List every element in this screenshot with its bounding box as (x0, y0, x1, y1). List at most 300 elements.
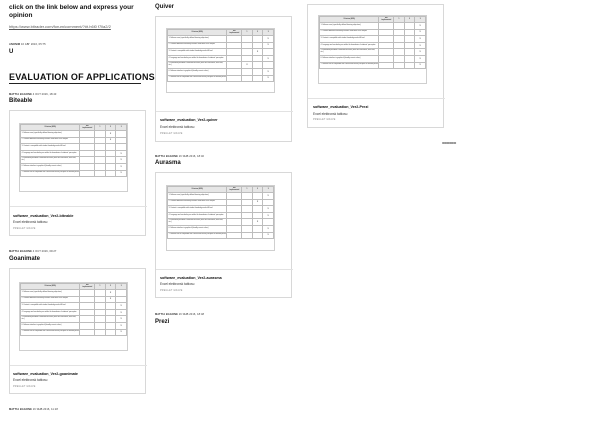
attachment-card-biteable[interactable] (9, 110, 146, 236)
mark-cell (105, 322, 116, 329)
evaluation-table (167, 29, 274, 82)
table-row (21, 163, 127, 170)
mark-cell (80, 170, 95, 177)
criterion-cell: 3. Content is compatible with student knowledge and skill level (21, 303, 80, 310)
mark-cell: x (116, 163, 127, 170)
mark-cell (379, 29, 394, 36)
mark-cell (263, 49, 274, 56)
table-row (168, 212, 274, 219)
table-row (168, 193, 274, 200)
mark-cell (95, 309, 106, 316)
table-header-cell: 1 (394, 17, 405, 23)
table-header-cell: 2 (252, 30, 263, 36)
mark-cell (379, 49, 394, 56)
card-separator (308, 98, 445, 99)
table-row (21, 329, 127, 336)
table-header-cell: 1 (242, 30, 253, 36)
mark-cell: x (242, 62, 253, 69)
table-header-cell: Criterion (40%) (168, 30, 227, 36)
mark-cell (227, 42, 242, 49)
mark-cell (404, 23, 415, 30)
stray-mark: ====== (442, 141, 456, 146)
mark-cell: x (263, 36, 274, 43)
mark-cell (252, 212, 263, 219)
criterion-cell: 5. Information provided is valid and accurate (there are references, links files, etc.) (320, 49, 379, 56)
criterion-cell: 2. Content addresses effectively learners' difficulties in the subject (21, 137, 80, 144)
mark-cell (404, 62, 415, 69)
mark-cell (95, 316, 106, 323)
post-title-prezi: Prezi (155, 319, 170, 325)
criterion-cell: 2. Content addresses effectively learners' difficulties in the subject (320, 29, 379, 36)
mark-cell (404, 55, 415, 62)
table-header-cell: Criterion (40%) (320, 17, 379, 23)
mark-cell (80, 163, 95, 170)
reply-date: 16 АВГ 2016, 05:75 (20, 43, 46, 46)
table-row (168, 206, 274, 213)
post-title-quiver: Quiver (155, 4, 175, 10)
criterion-cell: 2. Content addresses effectively learners' difficulties in the subject (168, 42, 227, 49)
mark-cell (116, 290, 127, 297)
criterion-cell: 7. Software title is compatible with culture and ethical principles of national prison (320, 62, 379, 69)
post-date: 16 ЯНВ 2016, 18:40 (178, 155, 205, 158)
evaluation-table (20, 124, 127, 177)
mark-cell: x (263, 232, 274, 239)
intro-heading (9, 4, 134, 20)
mark-cell (80, 150, 95, 157)
table-header-cell: Not implemented (227, 187, 242, 193)
mark-cell (394, 49, 405, 56)
mark-cell (116, 137, 127, 144)
post-author: MATTIA BAGONE (9, 250, 32, 253)
mark-cell (379, 42, 394, 49)
mark-cell (394, 42, 405, 49)
file-type: Excel elektronsk tablosu (160, 125, 195, 129)
table-row (21, 290, 127, 297)
table-row (21, 131, 127, 138)
file-type: Excel elektronsk tablosu (160, 282, 195, 286)
spreadsheet-preview (318, 15, 427, 84)
file-preview-link[interactable]: PREGLET GRAVE (13, 227, 36, 230)
mark-cell (80, 303, 95, 310)
criterion-cell: 4. Language and vocabulary are within the boundaries of students' perception (168, 55, 227, 62)
file-type: Excel elektronsk tablosu (13, 378, 48, 382)
mark-cell (80, 144, 95, 151)
table-row (320, 42, 426, 49)
file-name[interactable]: software_evaluation_Ver2-goanimate (13, 372, 78, 376)
post-author: MATTIA BAGONE (155, 313, 178, 316)
mark-cell (242, 42, 253, 49)
table-row (320, 36, 426, 43)
mark-cell (252, 225, 263, 232)
criterion-cell: 6. Software interface is graphical (friendly correct colors) (21, 163, 80, 170)
last-post-meta (9, 408, 58, 411)
table-row (21, 322, 127, 329)
card-separator (156, 111, 293, 112)
mark-cell (95, 322, 106, 329)
mark-cell (252, 62, 263, 69)
card-separator (10, 206, 147, 207)
mark-cell: x (263, 42, 274, 49)
post-meta-goanimate (9, 250, 56, 253)
spreadsheet-preview (19, 123, 128, 192)
table-row (320, 62, 426, 69)
table-row (21, 309, 127, 316)
reply-author: ANONIM (9, 43, 21, 46)
mark-cell: x (116, 157, 127, 164)
table-header-cell: 1 (95, 125, 106, 131)
mark-cell (227, 55, 242, 62)
mark-cell (80, 309, 95, 316)
table-header-cell: 3 (263, 187, 274, 193)
spreadsheet-preview (19, 282, 128, 351)
mark-cell (95, 290, 106, 297)
file-name[interactable]: software_evaluation_Ver2-aurasma (160, 276, 222, 280)
mark-cell (80, 137, 95, 144)
table-row (168, 199, 274, 206)
table-header-cell: Not implemented (80, 284, 95, 290)
mark-cell: x (105, 131, 116, 138)
section-divider (9, 83, 141, 84)
post-author: MATTIA BAGONE (155, 155, 178, 158)
mark-cell (394, 23, 405, 30)
table-header-cell: 1 (242, 187, 253, 193)
file-preview-link[interactable]: PREGLET GRAVE (313, 118, 336, 121)
table-header-cell: Not implemented (227, 30, 242, 36)
mark-cell (252, 36, 263, 43)
mark-cell (227, 225, 242, 232)
mark-cell (227, 206, 242, 213)
table-row (168, 49, 274, 56)
file-type: Excel elektronsk tablosu (13, 220, 48, 224)
reply-meta (9, 43, 46, 46)
mark-cell (227, 62, 242, 69)
attachment-card-goanimate[interactable] (9, 268, 146, 394)
mark-cell (227, 199, 242, 206)
mark-cell (263, 62, 274, 69)
table-header-cell: Criterion (40%) (21, 284, 80, 290)
file-name[interactable]: software_evaluation_Ver2-quiver (160, 118, 218, 122)
mark-cell (252, 42, 263, 49)
file-type: Excel elektronsk tablosu (313, 112, 348, 116)
mark-cell: x (116, 150, 127, 157)
file-preview-link[interactable]: PREGLET GRAVE (160, 289, 183, 292)
table-header-cell: 2 (105, 125, 116, 131)
mark-cell (242, 212, 253, 219)
mark-cell: x (116, 329, 127, 336)
opinion-link[interactable]: https://www.bitrader.com/forum/comment/?#t.h6l0 f7lla2/2 (9, 24, 111, 29)
mark-cell (252, 75, 263, 82)
file-name[interactable]: software_evaluation_Ver2-Prezi (313, 105, 369, 109)
table-row (168, 55, 274, 62)
table-row (21, 316, 127, 323)
mark-cell (404, 42, 415, 49)
mark-cell (105, 303, 116, 310)
criterion-cell: 7. Software title is compatible with culture and ethical principles of national prison (21, 329, 80, 336)
intro-heading-line1: click on the link below and express your (9, 4, 134, 11)
table-header-cell: 2 (404, 17, 415, 23)
mark-cell (227, 212, 242, 219)
mark-cell: x (415, 49, 426, 56)
mark-cell (242, 199, 253, 206)
table-header-cell: Criterion (40%) (21, 125, 80, 131)
mark-cell (227, 36, 242, 43)
mark-cell (105, 163, 116, 170)
criterion-cell: 6. Software interface is graphical (friendly correct colors) (21, 322, 80, 329)
mark-cell (105, 150, 116, 157)
table-row (320, 55, 426, 62)
mark-cell (105, 144, 116, 151)
mark-cell (80, 157, 95, 164)
mark-cell: x (263, 212, 274, 219)
card-separator (156, 269, 293, 270)
criterion-cell: 3. Content is compatible with student knowledge and skill level (168, 206, 227, 213)
mark-cell (404, 49, 415, 56)
spreadsheet-preview (166, 28, 275, 93)
mark-cell (242, 55, 253, 62)
post-title-aurasma: Aurasma (155, 160, 181, 166)
post-author: MATTIA BAGONE (9, 408, 32, 411)
mark-cell: x (116, 322, 127, 329)
table-row (21, 157, 127, 164)
mark-cell (404, 29, 415, 36)
mark-cell (252, 232, 263, 239)
mark-cell (80, 329, 95, 336)
mark-cell (394, 55, 405, 62)
criterion-cell: 7. Software title is compatible with culture and ethical principles of national prison (168, 75, 227, 82)
mark-cell (95, 329, 106, 336)
criterion-cell: 1. Software runs (specifically defined learning objectives) (21, 290, 80, 297)
table-row (168, 225, 274, 232)
mark-cell (95, 144, 106, 151)
table-row (21, 150, 127, 157)
mark-cell: x (116, 316, 127, 323)
mark-cell (95, 150, 106, 157)
table-row (168, 36, 274, 43)
table-row (21, 170, 127, 177)
mark-cell: x (252, 199, 263, 206)
table-row (168, 62, 274, 69)
mark-cell (242, 225, 253, 232)
criterion-cell: 3. Content is compatible with student knowledge and skill level (21, 144, 80, 151)
mark-cell: x (116, 170, 127, 177)
criterion-cell: 4. Language and vocabulary are within the boundaries of students' perception (21, 309, 80, 316)
section-title: EVALUATION OF APPLICATIONS (9, 72, 155, 82)
mark-cell (379, 55, 394, 62)
mark-cell (242, 75, 253, 82)
criterion-cell: 1. Software runs (specifically defined learning objectives) (21, 131, 80, 138)
table-header-cell: 2 (105, 284, 116, 290)
mark-cell (227, 219, 242, 226)
mark-cell: x (263, 193, 274, 200)
mark-cell (95, 163, 106, 170)
table-row (320, 49, 426, 56)
post-title-goanimate: Goanimate (9, 256, 41, 262)
criterion-cell: 4. Language and vocabulary are within the boundaries of students' perception (320, 42, 379, 49)
table-row (21, 296, 127, 303)
mark-cell (404, 36, 415, 43)
mark-cell (95, 137, 106, 144)
mark-cell: x (415, 29, 426, 36)
mark-cell (80, 296, 95, 303)
reply-text: U (9, 49, 14, 55)
mark-cell: x (415, 55, 426, 62)
mark-cell (242, 219, 253, 226)
post-author: MATTIA BAGONE (9, 93, 32, 96)
mark-cell (95, 303, 106, 310)
mark-cell: x (415, 36, 426, 43)
criterion-cell: 6. Software interface is graphical (friendly correct colors) (168, 68, 227, 75)
table-header-cell: 3 (116, 125, 127, 131)
mark-cell (242, 49, 253, 56)
mark-cell (379, 36, 394, 43)
mark-cell (95, 170, 106, 177)
mark-cell (394, 29, 405, 36)
table-header-cell: Not implemented (80, 125, 95, 131)
criterion-cell: 1. Software runs (specifically defined learning objectives) (168, 36, 227, 43)
post-date: 4 OCT 2016, 18:43 (32, 93, 57, 96)
criterion-cell: 5. Information provided is valid and accurate (there are references, links files, etc.) (21, 316, 80, 323)
mark-cell (227, 68, 242, 75)
mark-cell: x (116, 309, 127, 316)
evaluation-table (20, 283, 127, 336)
file-name[interactable]: software_evaluation_Ver2-biteable (13, 214, 74, 218)
attachment-card-quiver[interactable] (155, 16, 292, 142)
mark-cell: x (263, 206, 274, 213)
criterion-cell: 4. Language and vocabulary are within the boundaries of students' perception (168, 212, 227, 219)
mark-cell (116, 131, 127, 138)
mark-cell (105, 316, 116, 323)
criterion-cell: 6. Software interface is graphical (friendly correct colors) (168, 225, 227, 232)
mark-cell (95, 296, 106, 303)
table-row (21, 303, 127, 310)
mark-cell (227, 75, 242, 82)
table-header-cell: 2 (252, 187, 263, 193)
criterion-cell: 3. Content is compatible with student knowledge and skill level (320, 36, 379, 43)
mark-cell: x (415, 62, 426, 69)
mark-cell (105, 170, 116, 177)
post-meta-biteable (9, 93, 56, 96)
post-title-biteable: Biteable (9, 98, 33, 104)
criterion-cell: 1. Software runs (specifically defined learning objectives) (168, 193, 227, 200)
mark-cell (80, 322, 95, 329)
mark-cell (80, 290, 95, 297)
mark-cell (263, 219, 274, 226)
criterion-cell: 7. Software title is compatible with culture and ethical principles of national prison (21, 170, 80, 177)
criterion-cell: 4. Language and vocabulary are within the boundaries of students' perception (21, 150, 80, 157)
mark-cell (105, 157, 116, 164)
mark-cell: x (252, 219, 263, 226)
mark-cell: x (263, 68, 274, 75)
mark-cell (105, 329, 116, 336)
mark-cell (252, 68, 263, 75)
post-date: 4 OCT 2016, 09:27 (32, 250, 57, 253)
mark-cell (116, 144, 127, 151)
mark-cell (252, 206, 263, 213)
table-header-cell: 3 (415, 17, 426, 23)
mark-cell (394, 36, 405, 43)
attachment-card-aurasma[interactable] (155, 172, 292, 298)
criterion-cell: 2. Content addresses effectively learners' difficulties in the subject (21, 296, 80, 303)
mark-cell: x (263, 55, 274, 62)
post-meta-aurasma (155, 155, 204, 158)
mark-cell (242, 36, 253, 43)
mark-cell (242, 206, 253, 213)
file-preview-link[interactable]: PREGLET GRAVE (13, 385, 36, 388)
criterion-cell: 5. Information provided is valid and accurate (there are references, links files, etc.) (21, 157, 80, 164)
post-date: 16 ЯНВ 2016, 11:18 (32, 408, 58, 411)
mark-cell: x (105, 137, 116, 144)
mark-cell (95, 157, 106, 164)
mark-cell (227, 232, 242, 239)
mark-cell: x (263, 75, 274, 82)
evaluation-table (319, 16, 426, 69)
table-row (168, 75, 274, 82)
mark-cell (242, 232, 253, 239)
post-meta-prezi (155, 313, 204, 316)
mark-cell: x (415, 42, 426, 49)
mark-cell: x (116, 303, 127, 310)
mark-cell: x (105, 290, 116, 297)
mark-cell (80, 316, 95, 323)
criterion-cell: 5. Information provided is valid and accurate (there are references, links files, etc.) (168, 219, 227, 226)
mark-cell: x (105, 296, 116, 303)
mark-cell: x (415, 23, 426, 30)
table-row (168, 68, 274, 75)
table-row (320, 29, 426, 36)
criterion-cell: 5. Information provided is valid and accurate (there are references, links files, etc.) (168, 62, 227, 69)
table-row (21, 144, 127, 151)
mark-cell: x (263, 225, 274, 232)
mark-cell (105, 309, 116, 316)
mark-cell (394, 62, 405, 69)
mark-cell (95, 131, 106, 138)
table-row (168, 232, 274, 239)
table-header-cell: 3 (263, 30, 274, 36)
mark-cell (227, 193, 242, 200)
attachment-card-prezi[interactable] (307, 4, 444, 128)
mark-cell (379, 23, 394, 30)
mark-cell (242, 193, 253, 200)
table-header-cell: Criterion (40%) (168, 187, 227, 193)
table-row (168, 42, 274, 49)
mark-cell (242, 68, 253, 75)
table-row (320, 23, 426, 30)
mark-cell (252, 55, 263, 62)
criterion-cell: 1. Software runs (specifically defined learning objectives) (320, 23, 379, 30)
mark-cell (116, 296, 127, 303)
card-separator (10, 365, 147, 366)
criterion-cell: 3. Content is compatible with student knowledge and skill level (168, 49, 227, 56)
file-preview-link[interactable]: PREGLET GRAVE (160, 132, 183, 135)
mark-cell: x (252, 49, 263, 56)
spreadsheet-preview (166, 185, 275, 251)
criterion-cell: 6. Software interface is graphical (friendly correct colors) (320, 55, 379, 62)
table-header-cell: 1 (95, 284, 106, 290)
table-row (168, 219, 274, 226)
mark-cell (80, 131, 95, 138)
table-header-cell: 3 (116, 284, 127, 290)
criterion-cell: 2. Content addresses effectively learners' difficulties in the subject (168, 199, 227, 206)
intro-heading-line2: opinion (9, 12, 33, 19)
mark-cell (252, 193, 263, 200)
mark-cell (263, 199, 274, 206)
criterion-cell: 7. Software title is compatible with culture and ethical principles of national prison (168, 232, 227, 239)
mark-cell (227, 49, 242, 56)
table-header-cell: Not implemented (379, 17, 394, 23)
mark-cell (379, 62, 394, 69)
post-date: 16 ЯНВ 2016, 18:48 (178, 313, 205, 316)
evaluation-table (167, 186, 274, 239)
